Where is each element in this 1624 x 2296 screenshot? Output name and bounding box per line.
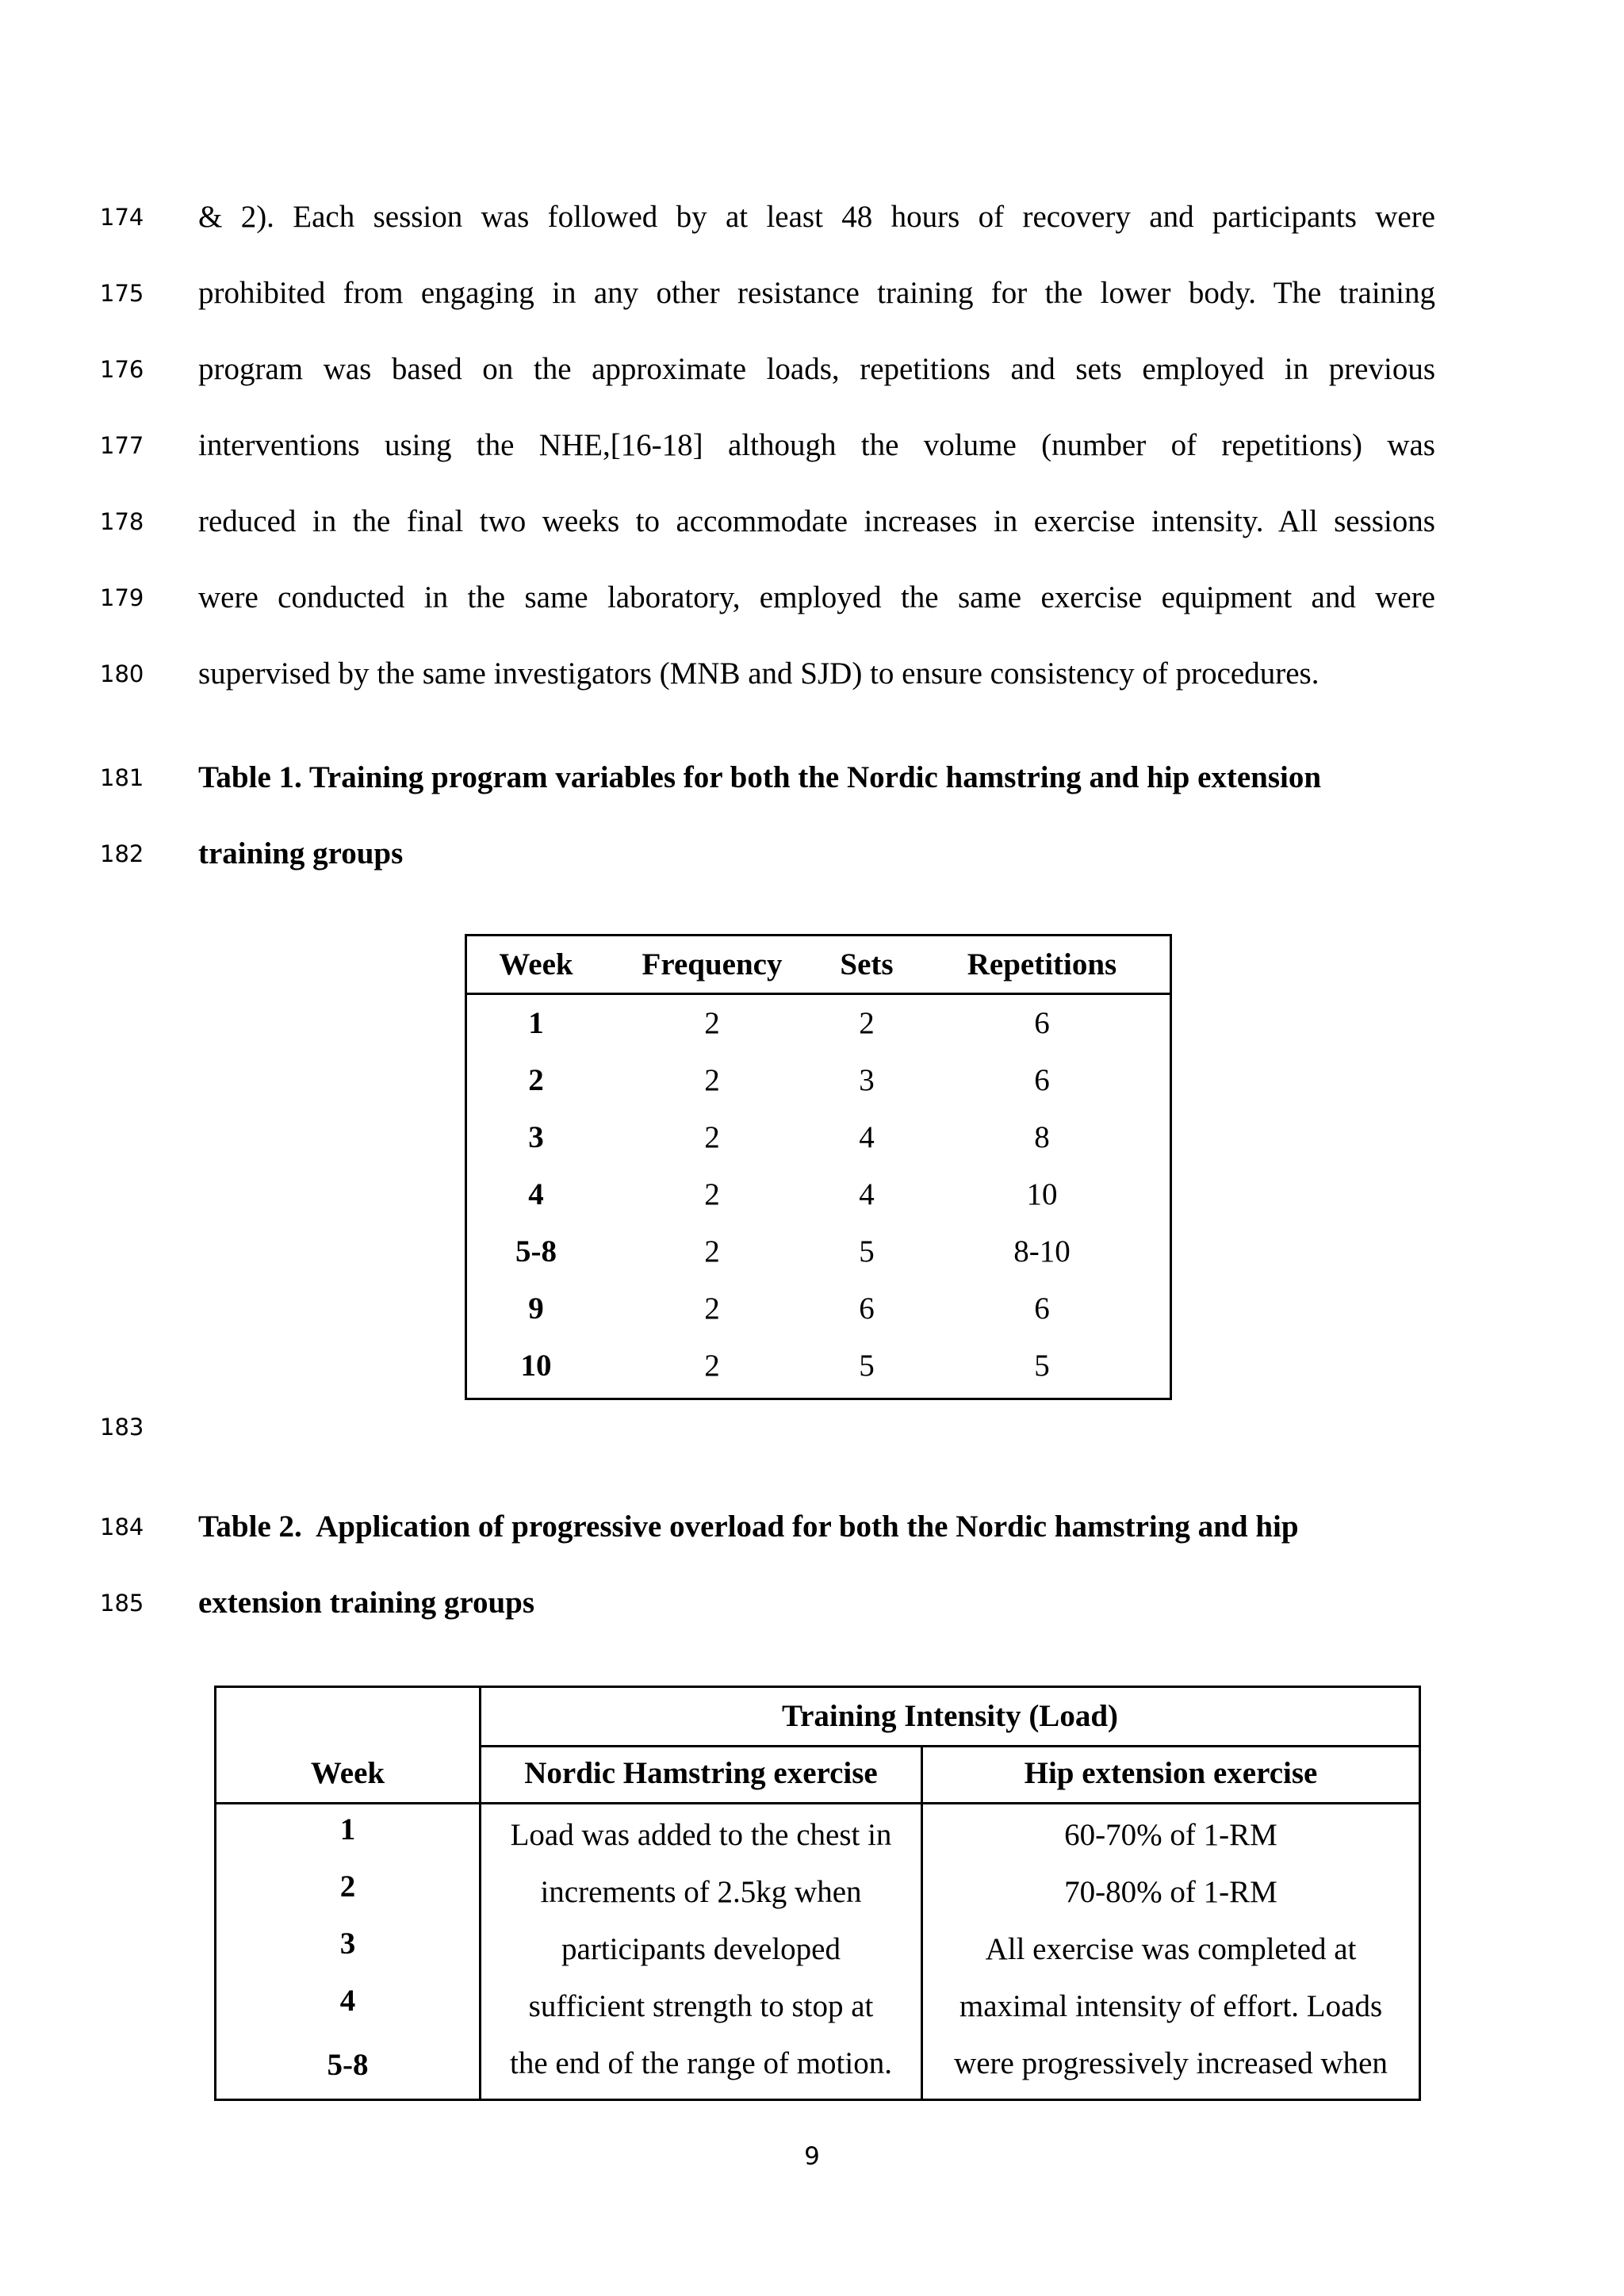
table2-nordic-line: increments of 2.5kg when	[540, 1875, 862, 1909]
text-line	[0, 498, 1624, 545]
table-row	[467, 1109, 1170, 1166]
text-line	[0, 422, 1624, 469]
table1-cell: 2	[859, 1006, 875, 1040]
table-row	[467, 1052, 1170, 1109]
table1-cell: 2	[704, 1120, 720, 1154]
table2-week-cell: 2	[339, 1869, 356, 1904]
body-line-text: were conducted in the same laboratory, employed the same exercise equipment and were	[198, 580, 1435, 614]
table2-hip-line: were progressively increased when	[954, 2046, 1388, 2080]
table1-cell: 2	[704, 1177, 720, 1211]
line-number: 181	[100, 764, 144, 791]
table2-nordic-line: the end of the range of motion.	[510, 2046, 892, 2080]
text-line	[0, 346, 1624, 393]
table2-week-cell: 4	[339, 1984, 356, 2018]
table2-nordic-line: sufficient strength to stop at	[528, 1989, 874, 2023]
table-row	[467, 1223, 1170, 1280]
table1-week-cell: 4	[528, 1177, 544, 1211]
table1-cell: 10	[1026, 1177, 1058, 1211]
table1-cell: 6	[1034, 1063, 1050, 1097]
line-number: 179	[100, 584, 144, 611]
table1-week-cell: 2	[528, 1063, 544, 1097]
text-line	[0, 193, 1624, 241]
table2-hip-line: 60-70% of 1-RM	[1064, 1818, 1277, 1852]
line-number: 178	[100, 508, 144, 535]
table2-week-cell: 1	[339, 1812, 356, 1846]
line-number: 175	[100, 280, 144, 307]
table2-group-header: Training Intensity (Load)	[781, 1699, 1118, 1733]
line-number: 176	[100, 356, 144, 383]
table1-cell: 3	[859, 1063, 875, 1097]
table1-cell: 5	[1034, 1349, 1050, 1383]
table1-header-cell: Frequency	[642, 947, 783, 982]
body-line-text: reduced in the final two weeks to accommodate increases in exercise intensity. All sessions	[198, 504, 1435, 538]
table1-header-cell: Sets	[840, 947, 894, 982]
table1-cell: 2	[704, 1006, 720, 1040]
table2	[214, 1686, 1421, 2101]
caption-line-text: Table 1. Training program variables for both the Nordic hamstring and hip extension	[198, 760, 1322, 794]
table1-cell: 5	[859, 1234, 875, 1269]
body-line-text: interventions using the NHE,[16-18] although the volume (number of repetitions) was	[198, 428, 1435, 462]
body-line-text: & 2). Each session was followed by at least 48 hours of recovery and participants were	[198, 200, 1435, 234]
text-line	[0, 1579, 1624, 1627]
line-number: 177	[100, 432, 144, 459]
table1-cell: 2	[704, 1234, 720, 1269]
caption-line-text: training groups	[198, 836, 404, 871]
table2-week-cell: 3	[339, 1927, 356, 1961]
table1-week-cell: 3	[528, 1120, 544, 1154]
text-line	[0, 830, 1624, 878]
line-number: 174	[100, 204, 144, 231]
table1-week-cell: 1	[528, 1006, 544, 1040]
text-line	[0, 1403, 1624, 1451]
text-line	[0, 650, 1624, 698]
text-line	[0, 1503, 1624, 1551]
table2-nordic-line: Load was added to the chest in	[510, 1818, 892, 1852]
caption-line-text: Table 2. Application of progressive overload for both the Nordic hamstring and hip	[198, 1510, 1299, 1544]
table1-cell: 4	[859, 1120, 875, 1154]
line-number: 182	[100, 840, 144, 867]
caption-line-text: extension training groups	[198, 1586, 535, 1620]
table2-hip-line: 70-80% of 1-RM	[1064, 1875, 1277, 1909]
table2-hip-header: Hip extension exercise	[1024, 1756, 1318, 1790]
table2-nordic-line: participants developed	[561, 1932, 841, 1966]
table2-week-header: Week	[310, 1756, 385, 1790]
table1-week-cell: 10	[520, 1349, 552, 1383]
body-line-text: program was based on the approximate loads, repetitions and sets employed in previous	[198, 352, 1435, 386]
table1-cell: 2	[704, 1292, 720, 1326]
table1-cell: 5	[859, 1349, 875, 1383]
table1-cell: 6	[859, 1292, 875, 1326]
table-row	[467, 995, 1170, 1052]
table1-cell: 6	[1034, 1006, 1050, 1040]
line-number: 183	[100, 1414, 144, 1441]
table2-hip-line: maximal intensity of effort. Loads	[959, 1989, 1383, 2023]
table1-cell: 6	[1034, 1292, 1050, 1326]
table1-cell: 2	[704, 1349, 720, 1383]
table1-header-cell: Repetitions	[967, 947, 1117, 982]
table1-cell: 8-10	[1013, 1234, 1071, 1269]
table2-week-cell: 5-8	[327, 2048, 369, 2082]
body-line-text: prohibited from engaging in any other resistance training for the lower body. The training	[198, 276, 1435, 310]
table1-cell: 4	[859, 1177, 875, 1211]
table2-hip-line: All exercise was completed at	[985, 1932, 1357, 1966]
line-number: 180	[100, 660, 144, 687]
table1-cell: 2	[704, 1063, 720, 1097]
text-line	[0, 574, 1624, 622]
table-row	[467, 1337, 1170, 1395]
table1-week-cell: 5-8	[515, 1234, 557, 1269]
body-line-text: supervised by the same investigators (MNB and SJD) to ensure consistency of procedures.	[198, 656, 1320, 691]
text-line	[0, 754, 1624, 802]
line-number: 185	[100, 1590, 144, 1617]
table1-cell: 8	[1034, 1120, 1050, 1154]
table1	[465, 934, 1172, 1400]
table1-header-row	[467, 936, 1170, 995]
table2-nordic-header: Nordic Hamstring exercise	[524, 1756, 878, 1790]
table-row	[467, 1166, 1170, 1223]
table1-week-cell: 9	[528, 1292, 544, 1326]
line-number: 184	[100, 1513, 144, 1540]
table-row	[467, 1280, 1170, 1337]
text-line	[0, 270, 1624, 317]
table1-header-cell: Week	[499, 947, 573, 982]
page-number: 9	[804, 2142, 820, 2171]
